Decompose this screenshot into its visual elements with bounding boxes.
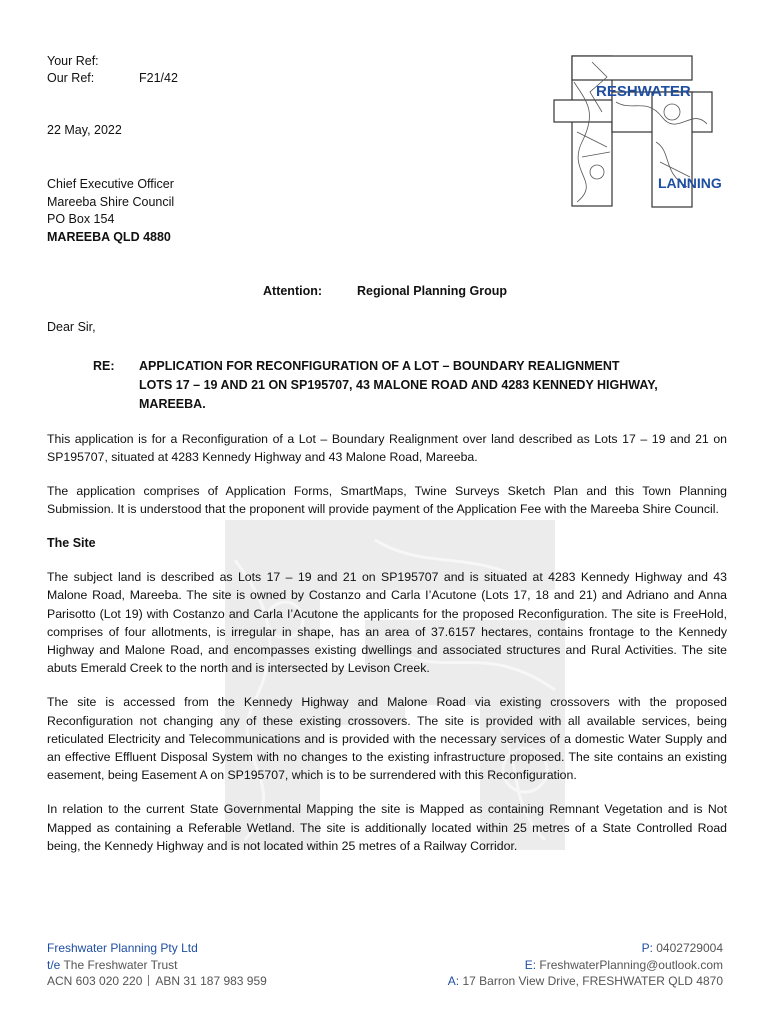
paragraph-site-access: The site is accessed from the Kennedy Highway and Malone Road via existing crossovers with the proposed Reconfiguration not changing any of these existing crossovers. The site is provided with all available services, being reticulated Electricity and Telecommunications and is provided with the necessary services of a domestic Water Supply and an effective Effluent Disposal System with no changes to the existing infrastructure proposed. The site contains an existing easement, being Easement A on SP195707, which is to be surrendered with this Reconfiguration.: [47, 695, 727, 783]
footer-te-prefix: t/e: [47, 957, 61, 972]
paragraph-application: The application comprises of Application Forms, SmartMaps, Twine Surveys Sketch Plan and this Town Planning Submission. It is understood that the proponent will provide payment of the Application Fee with the Mareeba Shire Council.: [47, 484, 727, 517]
recipient-line-1: Chief Executive Officer: [47, 177, 174, 191]
subject-line-2: LOTS 17 – 19 AND 21 ON SP195707, 43 MALONE ROAD AND 4283 KENNEDY HIGHWAY,: [139, 378, 658, 392]
paragraph-state-mapping: In relation to the current State Governmental Mapping the site is Mapped as containing Remnant Vegetation and is Not Mapped as containing a Referable Wetland. The site is additionally located within 25 metres of a State Controlled Road being, the Kennedy Highway and is not located within 25 metres of a Railway Corridor.: [47, 802, 727, 853]
logo-word-freshwater: RESHWATER: [596, 83, 691, 100]
footer-email[interactable]: FreshwaterPlanning@outlook.com: [539, 957, 723, 972]
letter-date: 22 May, 2022: [47, 123, 122, 137]
attention-label: Attention:: [263, 284, 323, 298]
footer-company: [47, 940, 267, 990]
salutation: Dear Sir,: [47, 320, 96, 334]
subject-line-1: APPLICATION FOR RECONFIGURATION OF A LOT – BOUNDARY REALIGNMENT: [139, 359, 620, 373]
our-ref-label: Our Ref:: [47, 71, 95, 85]
recipient-address: [47, 176, 174, 246]
footer-trust-name: The Freshwater Trust: [63, 957, 178, 972]
paragraph-site-description: The subject land is described as Lots 17 – 19 and 21 on SP195707 and is situated at 4283 Kennedy Highway and 43 Malone Road, Mareeba. The site is owned by Costanzo and Carla I’Acutone (Lots 17, 18 and 21) and Adriano and Anna Parisotto (Lot 19) with Costanzo and Carla I’Acutone the applicants for the proposed Reconfiguration. The site is FreeHold, comprises of four allotments, is irregular in shape, has an area of 37.6157 hectares, contains frontage to the Kennedy Highway and Malone Road, and encompasses existing dwellings and associated structures and Rural Activities. The site abuts Emerald Creek to the north and is intersected by Levison Creek.: [47, 569, 727, 676]
subject-line-3: MAREEBA.: [139, 397, 206, 411]
recipient-line-4: MAREEBA QLD 4880: [47, 229, 171, 244]
freshwater-planning-logo: [552, 52, 728, 212]
recipient-line-3: PO Box 154: [47, 212, 115, 226]
letter-body: [47, 430, 727, 871]
attention-line: [263, 284, 507, 298]
our-ref-value: F21/42: [139, 71, 178, 85]
logo-word-planning: LANNING: [658, 175, 722, 191]
footer-abn: ABN 31 187 983 959: [155, 974, 267, 988]
subject-block: [93, 357, 658, 414]
reference-block: [47, 53, 178, 87]
footer-acn: ACN 603 020 220: [47, 974, 143, 988]
footer-company-name: Freshwater Planning Pty Ltd: [47, 941, 198, 955]
footer-address-label: A:: [447, 974, 460, 988]
footer-phone-label: P:: [641, 941, 653, 955]
subject-label: RE:: [93, 359, 115, 373]
footer-contact: [448, 940, 723, 990]
footer-email-label: E:: [524, 957, 537, 972]
your-ref-label: Your Ref:: [47, 54, 99, 68]
footer-phone[interactable]: 0402729004: [656, 941, 723, 955]
recipient-line-2: Mareeba Shire Council: [47, 194, 175, 209]
paragraph-intro: This application is for a Reconfiguration of a Lot – Boundary Realignment over land described as Lots 17 – 19 and 21 on SP195707, situated at 4283 Kennedy Highway and 43 Malone Road, Mareeba.: [47, 432, 727, 465]
heading-the-site: The Site: [47, 536, 96, 551]
footer-address: 17 Barron View Drive, FRESHWATER QLD 4870: [462, 974, 723, 988]
attention-value: Regional Planning Group: [357, 284, 507, 298]
footer-divider: [148, 975, 149, 986]
